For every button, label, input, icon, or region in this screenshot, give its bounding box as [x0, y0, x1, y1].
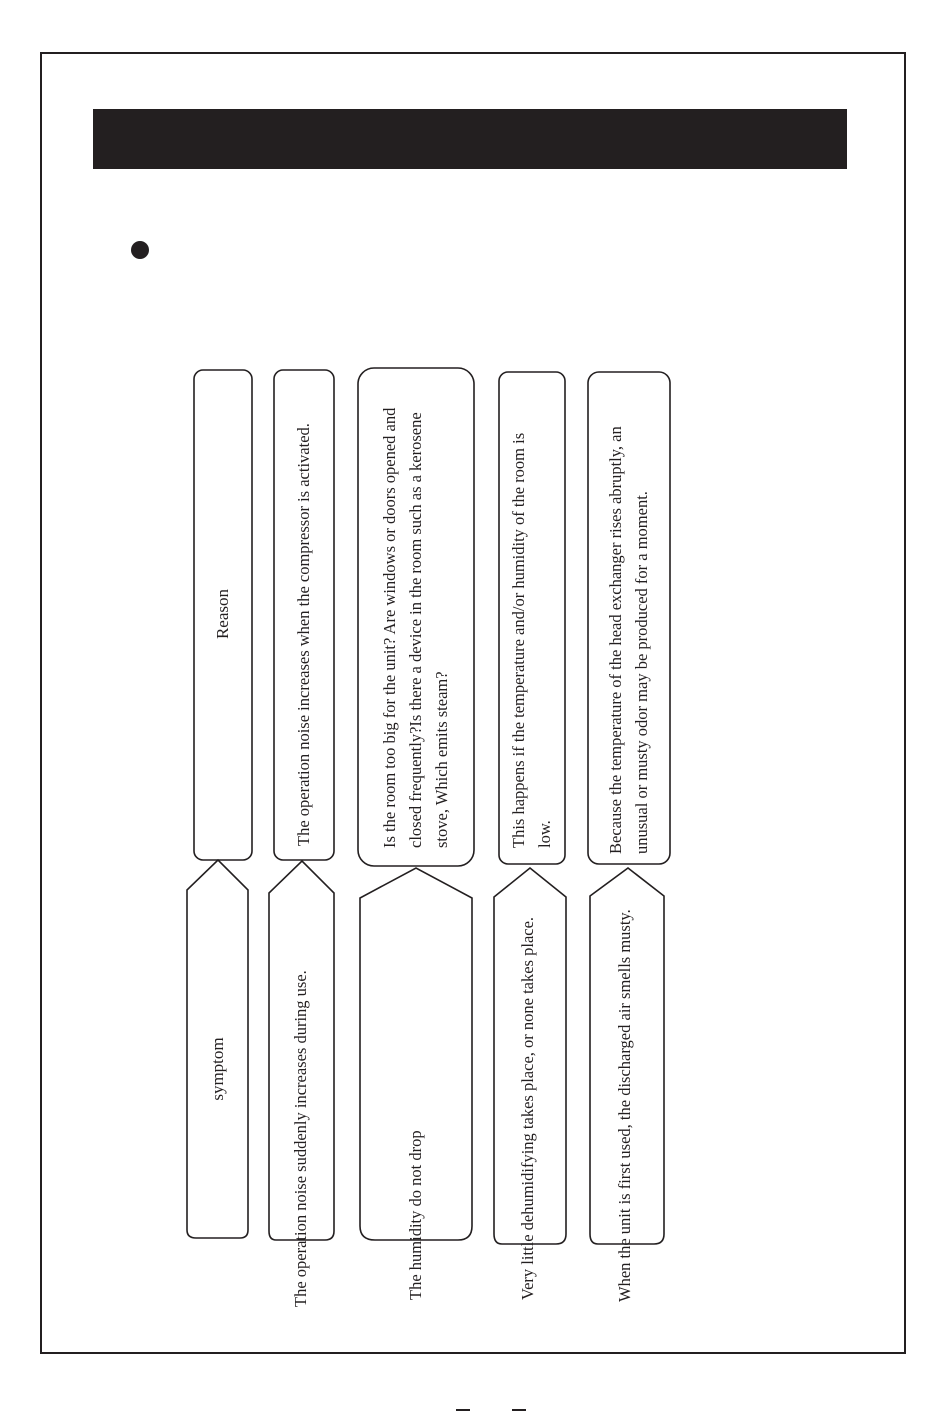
footer-mark-left [456, 1409, 470, 1411]
symptom-column-header [188, 804, 248, 1334]
row2-reason-text: Is the room too big for the unit? Are windows or doors opened and closed frequently?Is there a device in the room such as a kerosene stove, Which emits steam? [380, 407, 451, 848]
row2-reason-cell [358, 368, 474, 866]
row2-symptom-text: The humidity do not drop [406, 1130, 425, 1300]
reason-column-header [194, 369, 252, 859]
row2-symptom-cell [376, 798, 456, 1318]
row3-reason-cell [499, 372, 565, 864]
row1-symptom-cell [271, 805, 331, 1323]
row3-symptom-text: Very little dehumidifying takes place, or none takes place. [518, 916, 537, 1300]
symptom-header-label: symptom [208, 1037, 227, 1101]
row1-reason-text: The operation noise increases when the compressor is activated. [294, 423, 313, 846]
footer-mark-right [512, 1409, 526, 1411]
row4-reason-cell [588, 372, 670, 864]
row4-symptom-cell [589, 796, 661, 1316]
reason-header-label: Reason [213, 588, 232, 640]
row3-symptom-cell [495, 796, 561, 1316]
row1-symptom-text: The operation noise suddenly increases during use. [291, 970, 310, 1307]
row1-reason-cell [274, 370, 334, 860]
row4-reason-text: Because the temperature of the head exchanger rises abruptly, an unusual or musty odor may be produced for a moment. [606, 426, 651, 854]
row3-reason-text: This happens if the temperature and/or humidity of the room is low. [509, 432, 554, 848]
row4-symptom-text: When the unit is first used, the discharged air smells musty. [615, 909, 634, 1302]
